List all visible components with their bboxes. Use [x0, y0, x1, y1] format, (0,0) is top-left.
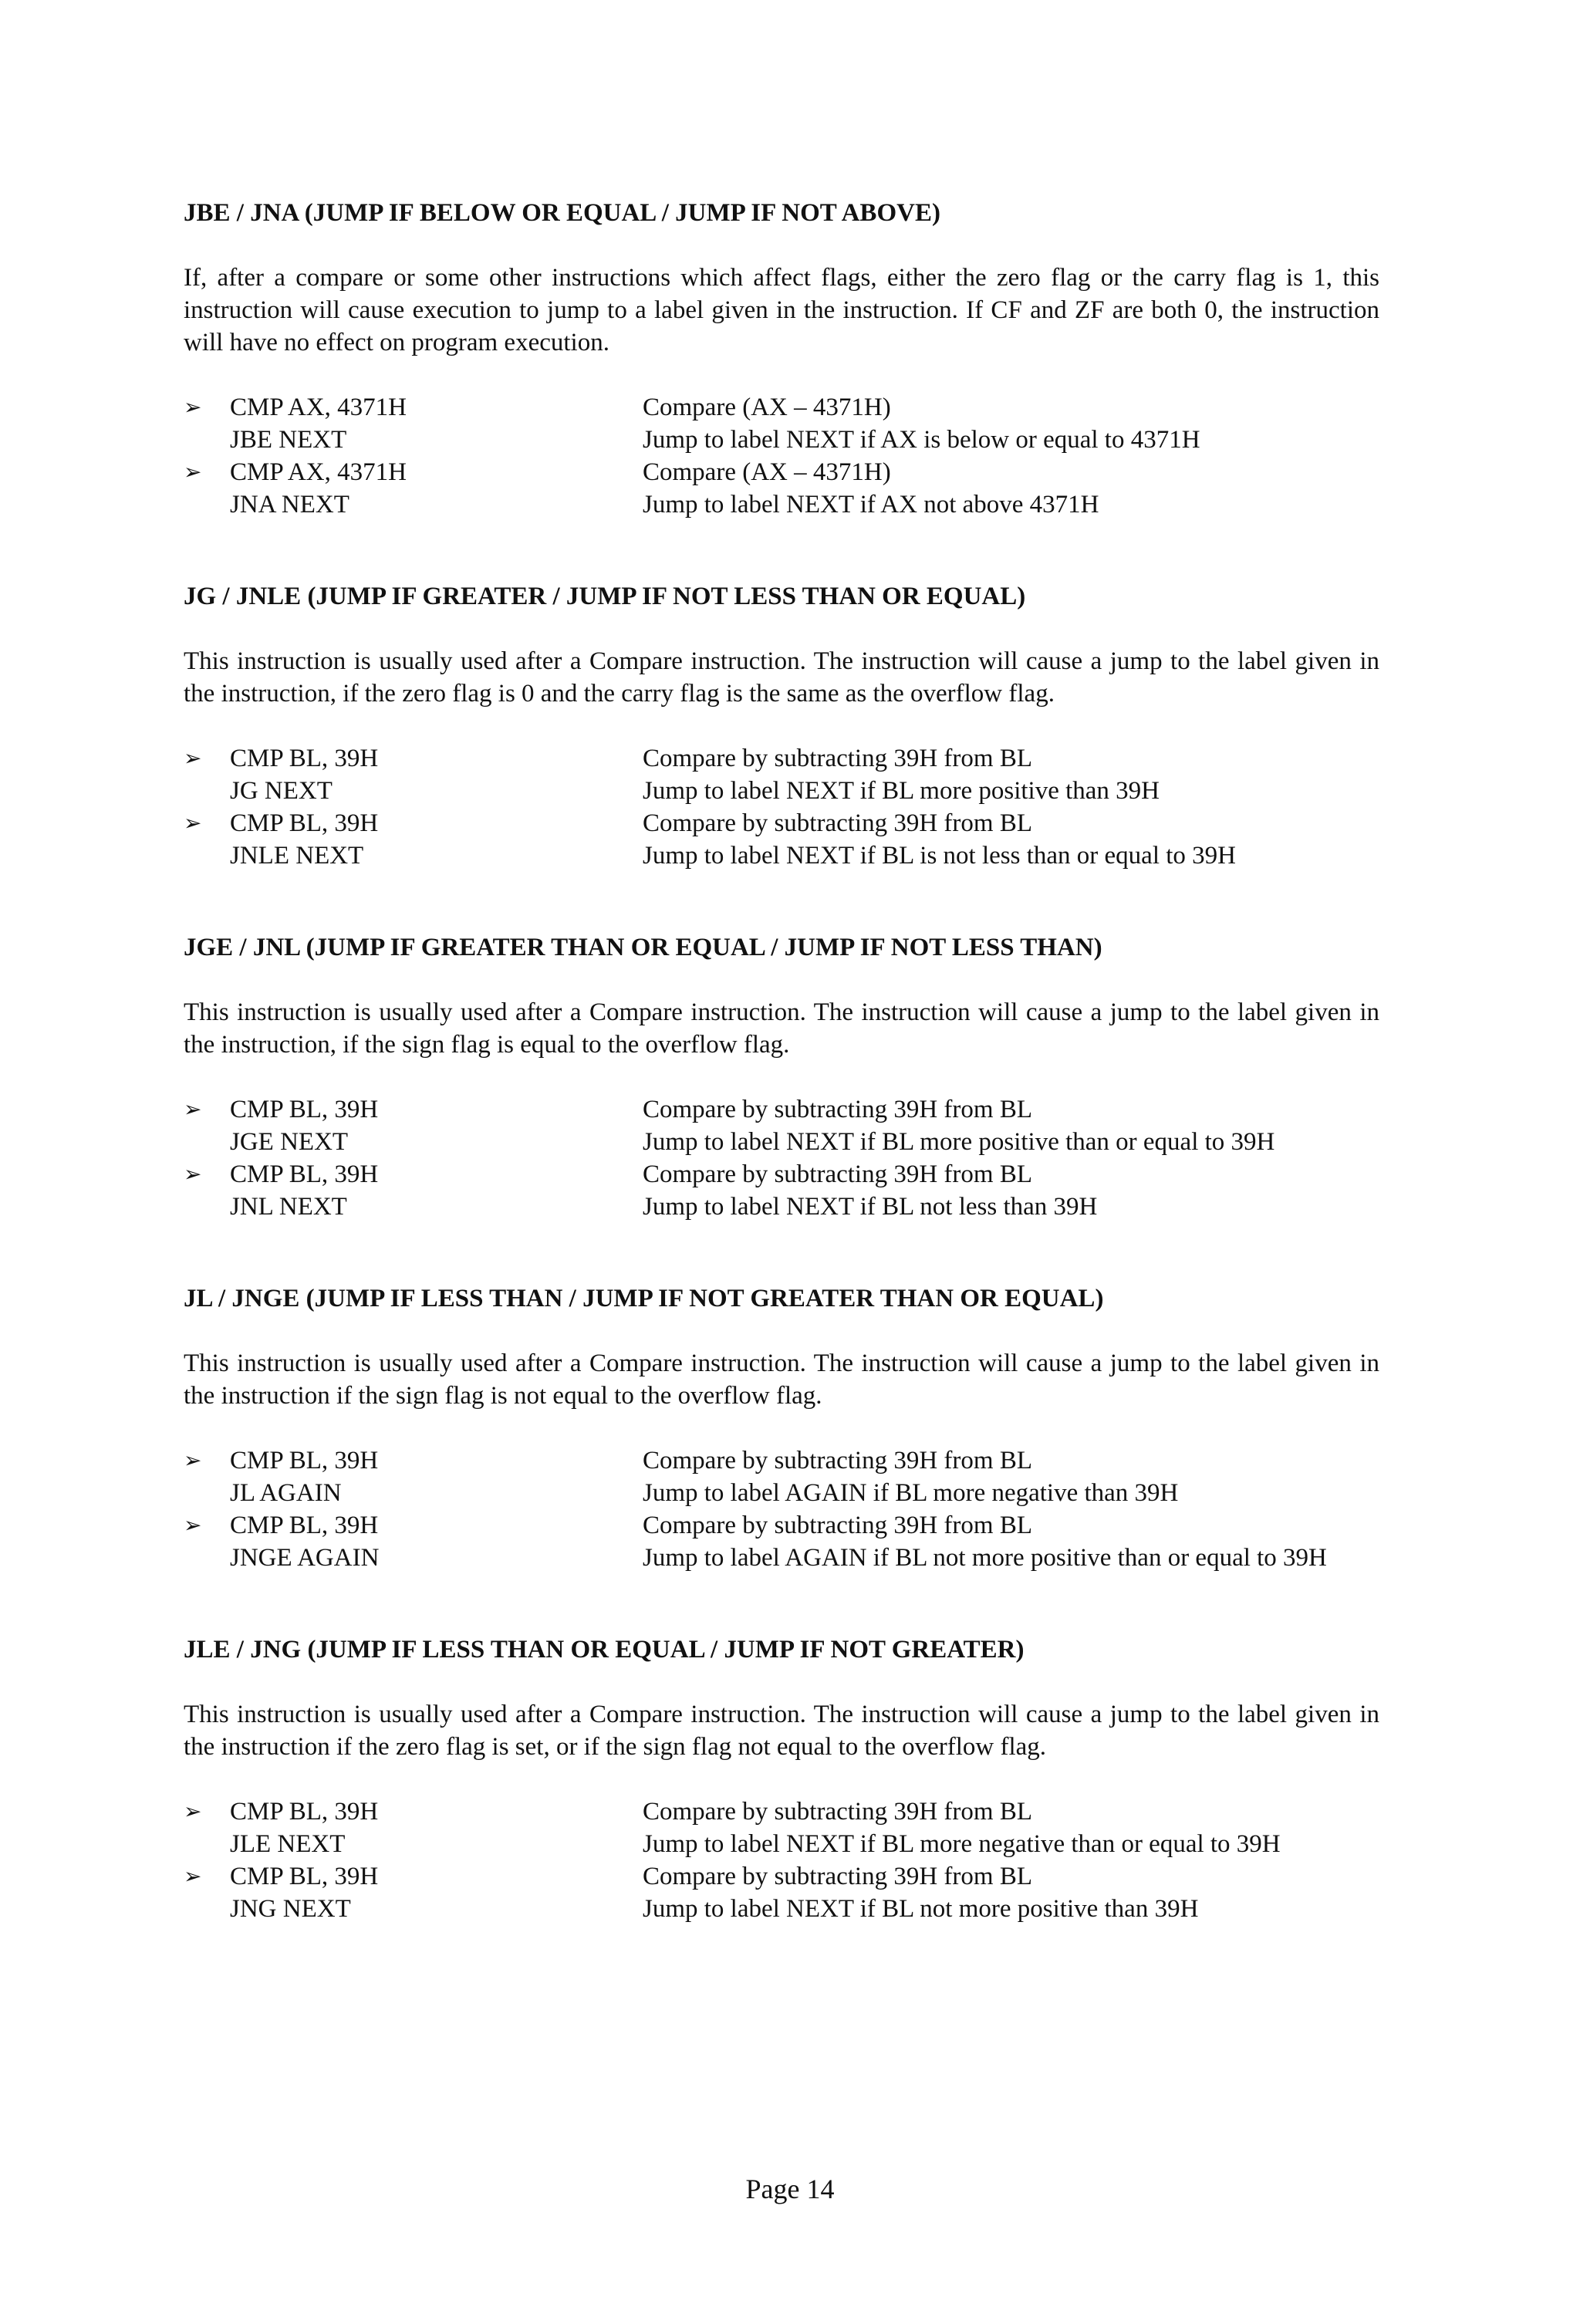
- instruction-description: Compare by subtracting 39H from BL: [643, 1863, 1032, 1890]
- section-paragraph: This instruction is usually used after a Compare instruction. The instruction will cause a jump to the label given in the instruction if the zero flag is set, or if the sign flag not equal to the overflow flag.: [184, 1701, 1379, 1761]
- example-list: [184, 1444, 1379, 1574]
- instruction-description: Jump to label NEXT if AX not above 4371H: [643, 491, 1099, 519]
- instruction-description: Compare by subtracting 39H from BL: [643, 745, 1032, 772]
- page-number: Page 14: [745, 2174, 835, 2204]
- arrow-bullet-icon: ➢: [184, 1447, 202, 1473]
- instruction-text: JNGE AGAIN: [230, 1544, 380, 1572]
- example-row: [184, 488, 1379, 521]
- document-page: [184, 197, 1379, 1985]
- example-row: [184, 1509, 1379, 1542]
- instruction-description: Jump to label NEXT if BL more positive than 39H: [643, 777, 1160, 805]
- instruction-description: Jump to label NEXT if BL is not less than or equal to 39H: [643, 842, 1236, 870]
- example-row: [184, 775, 1379, 807]
- section-heading: JLE / JNG (JUMP IF LESS THAN OR EQUAL / JUMP IF NOT GREATER): [184, 1636, 1025, 1664]
- arrow-bullet-icon: ➢: [184, 1161, 202, 1187]
- section-heading: JBE / JNA (JUMP IF BELOW OR EQUAL / JUMP IF NOT ABOVE): [184, 199, 940, 227]
- section-paragraph: This instruction is usually used after a Compare instruction. The instruction will cause a jump to the label given in the instruction, if the zero flag is 0 and the carry flag is the same as the overflow flag.: [184, 647, 1379, 708]
- section-jbe-jna: [184, 197, 1379, 521]
- instruction-text: JBE NEXT: [230, 426, 347, 454]
- example-list: [184, 391, 1379, 521]
- instruction-text: JNL NEXT: [230, 1193, 347, 1221]
- instruction-text: JL AGAIN: [230, 1479, 342, 1507]
- arrow-bullet-icon: ➢: [184, 1863, 202, 1889]
- arrow-bullet-icon: ➢: [184, 1799, 202, 1824]
- example-list: [184, 1795, 1379, 1925]
- instruction-description: Jump to label NEXT if BL not more positive than 39H: [643, 1895, 1199, 1923]
- instruction-description: Compare by subtracting 39H from BL: [643, 1512, 1032, 1539]
- instruction-text: CMP BL, 39H: [230, 1512, 379, 1539]
- section-paragraph: This instruction is usually used after a Compare instruction. The instruction will cause a jump to the label given in the instruction if the sign flag is not equal to the overflow flag.: [184, 1349, 1379, 1410]
- instruction-description: Compare by subtracting 39H from BL: [643, 1096, 1032, 1123]
- instruction-text: JGE NEXT: [230, 1128, 349, 1156]
- instruction-description: Compare by subtracting 39H from BL: [643, 1798, 1032, 1826]
- example-row: [184, 742, 1379, 775]
- instruction-text: CMP BL, 39H: [230, 745, 379, 772]
- example-row: [184, 1828, 1379, 1860]
- instruction-text: CMP BL, 39H: [230, 809, 379, 837]
- example-row: [184, 1158, 1379, 1191]
- example-row: [184, 1542, 1379, 1574]
- instruction-text: JG NEXT: [230, 777, 333, 805]
- example-row: [184, 1093, 1379, 1126]
- instruction-description: Jump to label AGAIN if BL more negative than 39H: [643, 1479, 1179, 1507]
- instruction-description: Jump to label NEXT if AX is below or equal to 4371H: [643, 426, 1200, 454]
- section-jg-jnle: [184, 580, 1379, 872]
- instruction-text: JNG NEXT: [230, 1895, 351, 1923]
- instruction-text: JNLE NEXT: [230, 842, 364, 870]
- instruction-description: Jump to label AGAIN if BL not more positive than or equal to 39H: [643, 1544, 1327, 1572]
- instruction-text: CMP BL, 39H: [230, 1096, 379, 1123]
- instruction-text: CMP BL, 39H: [230, 1447, 379, 1474]
- instruction-description: Jump to label NEXT if BL not less than 39H: [643, 1193, 1098, 1221]
- instruction-text: CMP BL, 39H: [230, 1160, 379, 1188]
- section-paragraph: This instruction is usually used after a Compare instruction. The instruction will cause a jump to the label given in the instruction, if the sign flag is equal to the overflow flag.: [184, 998, 1379, 1059]
- instruction-description: Compare (AX – 4371H): [643, 394, 891, 421]
- section-jle-jng: [184, 1633, 1379, 1925]
- arrow-bullet-icon: ➢: [184, 459, 202, 485]
- section-heading: JL / JNGE (JUMP IF LESS THAN / JUMP IF NOT GREATER THAN OR EQUAL): [184, 1285, 1104, 1312]
- arrow-bullet-icon: ➢: [184, 745, 202, 771]
- instruction-description: Compare (AX – 4371H): [643, 458, 891, 486]
- example-row: [184, 391, 1379, 424]
- instruction-text: JNA NEXT: [230, 491, 349, 519]
- example-list: [184, 742, 1379, 872]
- instruction-description: Compare by subtracting 39H from BL: [643, 809, 1032, 837]
- example-row: [184, 1795, 1379, 1828]
- example-row: [184, 839, 1379, 872]
- instruction-text: JLE NEXT: [230, 1830, 346, 1858]
- section-jge-jnl: [184, 931, 1379, 1223]
- example-row: [184, 807, 1379, 839]
- example-row: [184, 1860, 1379, 1893]
- instruction-description: Jump to label NEXT if BL more negative than or equal to 39H: [643, 1830, 1281, 1858]
- section-jl-jnge: [184, 1282, 1379, 1574]
- example-list: [184, 1093, 1379, 1223]
- example-row: [184, 1893, 1379, 1925]
- example-row: [184, 424, 1379, 456]
- example-row: [184, 1126, 1379, 1158]
- arrow-bullet-icon: ➢: [184, 1096, 202, 1122]
- instruction-text: CMP BL, 39H: [230, 1798, 379, 1826]
- instruction-description: Compare by subtracting 39H from BL: [643, 1447, 1032, 1474]
- arrow-bullet-icon: ➢: [184, 810, 202, 836]
- section-paragraph: If, after a compare or some other instructions which affect flags, either the zero flag or the carry flag is 1, this instruction will cause execution to jump to a label given in the instruction. If CF and ZF are both 0, the instruction will have no effect on program execution.: [184, 264, 1379, 356]
- example-row: [184, 1477, 1379, 1509]
- section-heading: JG / JNLE (JUMP IF GREATER / JUMP IF NOT LESS THAN OR EQUAL): [184, 583, 1026, 610]
- instruction-description: Jump to label NEXT if BL more positive than or equal to 39H: [643, 1128, 1275, 1156]
- example-row: [184, 1191, 1379, 1223]
- instruction-text: CMP AX, 4371H: [230, 458, 407, 486]
- example-row: [184, 1444, 1379, 1477]
- instruction-text: CMP AX, 4371H: [230, 394, 407, 421]
- arrow-bullet-icon: ➢: [184, 394, 202, 420]
- example-row: [184, 456, 1379, 488]
- instruction-description: Compare by subtracting 39H from BL: [643, 1160, 1032, 1188]
- section-heading: JGE / JNL (JUMP IF GREATER THAN OR EQUAL / JUMP IF NOT LESS THAN): [184, 934, 1102, 961]
- instruction-text: CMP BL, 39H: [230, 1863, 379, 1890]
- arrow-bullet-icon: ➢: [184, 1512, 202, 1538]
